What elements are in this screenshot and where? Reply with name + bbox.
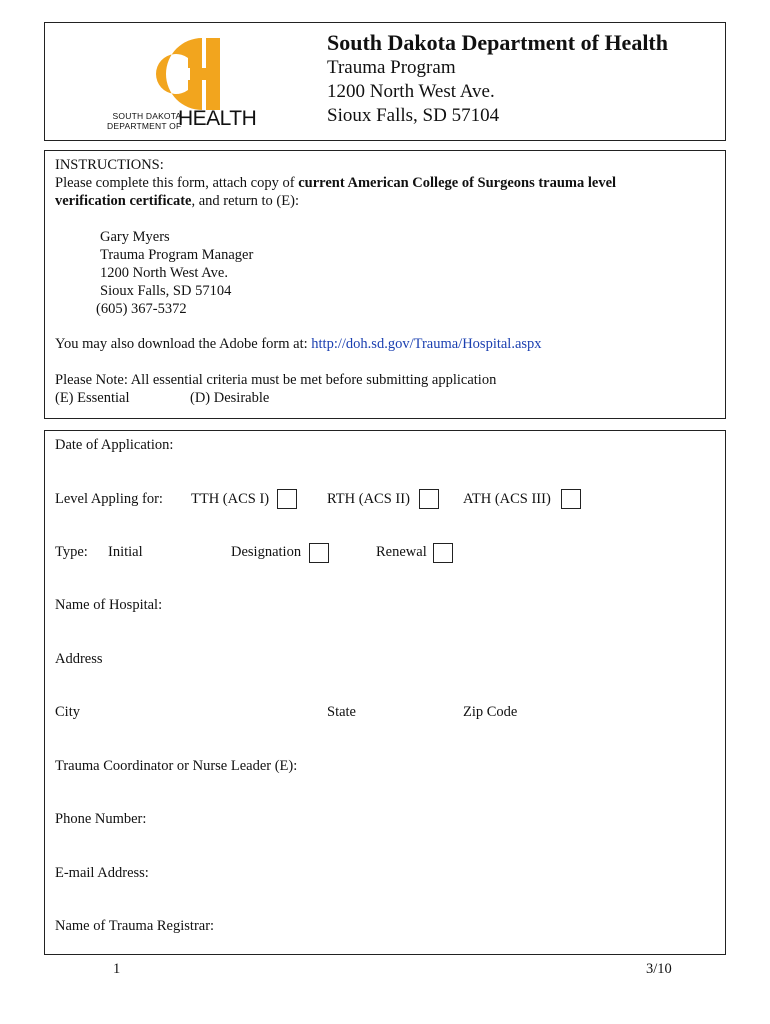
sd-health-logo-icon [140,32,238,116]
instructions-line1 [55,175,616,192]
level-option-ath: ATH (ACS III) [463,491,551,507]
date-label: Date of Application: [55,437,174,453]
revision-date: 3/10 [646,961,672,977]
coordinator-label: Trauma Coordinator or Nurse Leader (E): [55,758,298,774]
download-text: You may also download the Adobe form at: [55,336,312,352]
logo-line1: SOUTH DAKOTA [112,111,182,121]
download-link[interactable]: http://doh.sd.gov/Trauma/Hospital.aspx [311,336,542,352]
contact-street: 1200 North West Ave. [100,265,228,281]
zip-label: Zip Code [463,704,518,720]
level-ath-checkbox[interactable] [561,489,581,509]
legend-desirable: (D) Desirable [190,390,270,406]
phone-label: Phone Number: [55,811,147,827]
instructions-heading: INSTRUCTIONS: [55,157,164,173]
instructions-box [44,150,726,419]
header-box [44,22,726,141]
type-renewal-checkbox[interactable] [433,543,453,563]
address-label: Address [55,651,103,667]
instructions-line2 [55,193,299,210]
level-tth-checkbox[interactable] [277,489,297,509]
application-form [44,430,726,955]
type-renewal-label: Renewal [376,544,427,560]
type-initial-label: Initial [108,544,143,560]
type-designation-label: Designation [231,544,302,560]
org-title: South Dakota Department of Health [327,30,668,55]
type-label: Type: [55,544,88,560]
contact-city: Sioux Falls, SD 57104 [100,283,232,299]
city-label: City [55,704,80,720]
legend-essential: (E) Essential [55,390,130,406]
logo-text-small [107,111,181,131]
email-label: E-mail Address: [55,865,149,881]
header-address2: Sioux Falls, SD 57104 [327,105,500,126]
download-line [55,336,542,353]
contact-name: Gary Myers [100,229,170,245]
level-option-tth: TTH (ACS I) [191,491,270,507]
contact-title: Trauma Program Manager [100,247,254,263]
type-designation-checkbox[interactable] [309,543,329,563]
level-option-rth: RTH (ACS II) [327,491,410,507]
level-label: Level Appling for: [55,491,163,507]
logo-line2: DEPARTMENT OF [107,121,182,131]
instructions-line2-bold: verification certificate [55,193,192,209]
page-number: 1 [113,961,121,977]
level-rth-checkbox[interactable] [419,489,439,509]
registrar-label: Name of Trauma Registrar: [55,918,215,934]
logo-text-big: HEALTH [178,107,257,130]
note-text: Please Note: All essential criteria must be met before submitting application [55,372,497,388]
header-address1: 1200 North West Ave. [327,81,495,102]
program-name: Trauma Program [327,57,456,78]
instructions-line2-post: , and return to (E): [191,193,299,209]
contact-phone: (605) 367-5372 [96,301,187,317]
instructions-line1-bold: current American College of Surgeons trauma level [298,175,617,191]
hospital-label: Name of Hospital: [55,597,163,613]
state-label: State [327,704,356,720]
instructions-line1-pre: Please complete this form, attach copy of [55,175,299,191]
